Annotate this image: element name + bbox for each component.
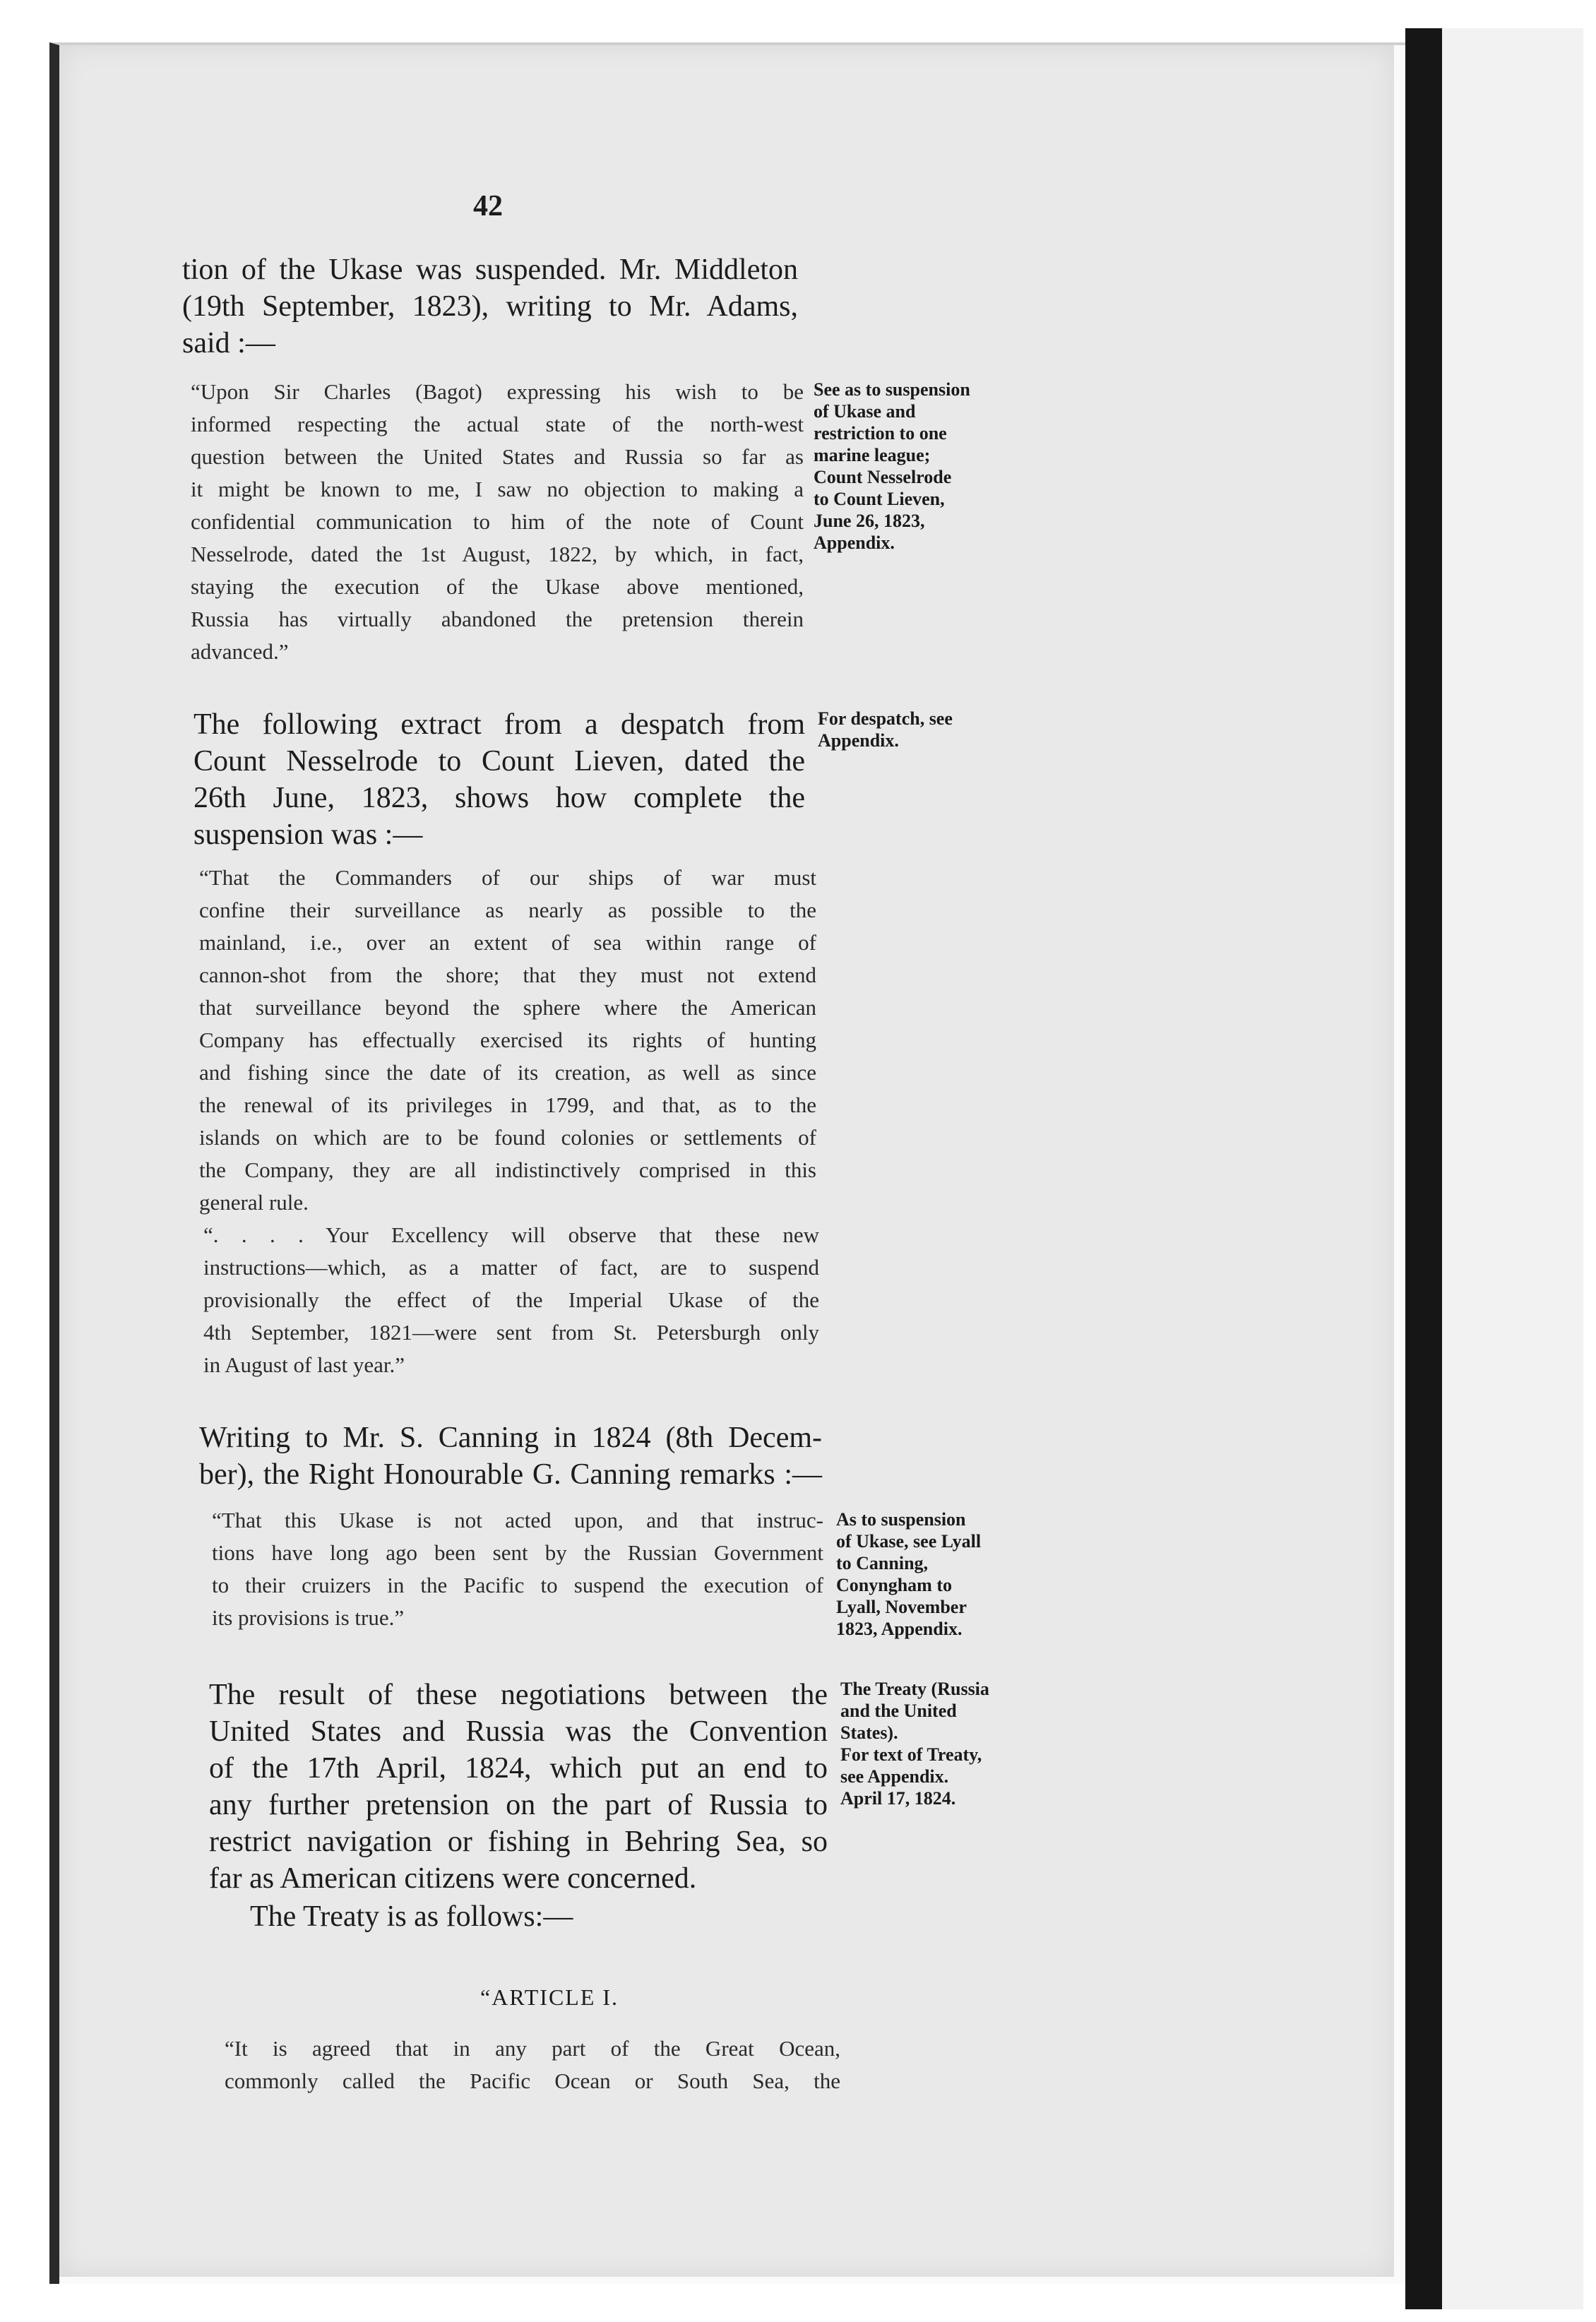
text-line: April 17, 1824. — [840, 1788, 956, 1809]
text-line: Lyall, November — [836, 1597, 967, 1617]
text-line: and fishing since the date of its creation, as well as since — [199, 1060, 816, 1085]
text-line: cannon-shot from the shore; that they must not extend — [199, 963, 816, 987]
text-line: Count Nesselrode to Count Lieven, dated the — [193, 745, 805, 778]
text-line: Writing to Mr. S. Canning in 1824 (8th Decem- — [199, 1422, 822, 1454]
text-line: of Ukase, see Lyall — [836, 1531, 982, 1552]
text-line: that surveillance beyond the sphere where the American — [199, 995, 816, 1020]
margin-note-lyall — [836, 1508, 1034, 1640]
book-spine — [1405, 28, 1442, 2309]
text-line: Appendix. — [814, 532, 895, 553]
text-line: restrict navigation or fishing in Behring Sea, so — [209, 1826, 828, 1858]
margin-note-despatch — [818, 708, 1016, 751]
paragraph-convention — [209, 1677, 828, 1897]
text-line: to Count Lieven, — [814, 489, 945, 509]
text-line: restriction to one — [814, 423, 947, 443]
text-line: Company has effectually exercised its rights of hunting — [199, 1028, 816, 1052]
text-line: general rule. — [199, 1190, 309, 1215]
paragraph-middleton — [182, 251, 798, 362]
text-line: Russia has virtually abandoned the pretension therein — [191, 607, 804, 631]
text-line: instructions—which, as a matter of fact, are to suspend — [203, 1255, 819, 1280]
paragraph-canning — [199, 1419, 822, 1493]
facing-page-edge — [1442, 28, 1583, 2309]
text-line: The Treaty (Russia — [840, 1679, 989, 1699]
text-line: Count Nesselrode — [814, 467, 952, 487]
text-line: the Company, they are all indistinctively comprised in this — [199, 1157, 816, 1182]
text-line: “That the Commanders of our ships of war must — [199, 865, 816, 890]
text-line: of Ukase and — [814, 401, 916, 422]
text-line: “It is agreed that in any part of the Great Ocean, — [225, 2036, 840, 2061]
text-line: confidential communication to him of the note of Count — [191, 509, 804, 534]
text-line: mainland, i.e., over an extent of sea within range of — [199, 930, 816, 955]
text-line: tion of the Ukase was suspended. Mr. Middleton — [182, 254, 798, 286]
text-line: far as American citizens were concerned. — [209, 1862, 697, 1895]
text-line: ber), the Right Honourable G. Canning remarks :— — [199, 1458, 822, 1491]
text-line: said :— — [182, 327, 275, 359]
text-line: Appendix. — [818, 730, 899, 751]
text-line: States). — [840, 1722, 898, 1743]
page-number: 42 — [473, 190, 503, 222]
text-line: suspension was :— — [193, 818, 423, 851]
text-line: confine their surveillance as nearly as possible to the — [199, 898, 816, 922]
quote-excellency — [203, 1219, 819, 1381]
text-line: of the 17th April, 1824, which put an end to — [209, 1752, 828, 1785]
quote-canning — [212, 1504, 823, 1634]
paragraph-nesselrode-despatch — [193, 706, 805, 853]
text-line: in August of last year.” — [203, 1352, 405, 1377]
text-line: provisionally the effect of the Imperial Ukase of the — [203, 1287, 819, 1312]
text-line: “That this Ukase is not acted upon, and that instruc- — [212, 1508, 823, 1532]
text-line: advanced.” — [191, 639, 289, 664]
text-line: As to suspension — [836, 1509, 966, 1530]
paragraph-treaty-intro — [250, 1898, 744, 1935]
text-line: “. . . . Your Excellency will observe that these new — [203, 1222, 819, 1247]
text-line: staying the execution of the Ukase above mentioned, — [191, 574, 804, 599]
text-line: “Upon Sir Charles (Bagot) expressing his wish to be — [191, 379, 804, 404]
text-line: 1823, Appendix. — [836, 1619, 963, 1639]
text-line: Conyngham to — [836, 1575, 952, 1595]
text-line: commonly called the Pacific Ocean or South Sea, the — [225, 2068, 840, 2093]
text-line: June 26, 1823, — [814, 511, 925, 531]
text-line: the renewal of its privileges in 1799, and that, as to the — [199, 1092, 816, 1117]
quote-middleton-letter — [191, 376, 804, 668]
text-line: to Canning, — [836, 1553, 929, 1573]
text-line: to their cruizers in the Pacific to suspend the execution of — [212, 1573, 823, 1597]
text-line: The Treaty is as follows:— — [250, 1900, 573, 1933]
text-line: islands on which are to be found colonies or settlements of — [199, 1125, 816, 1150]
quote-nesselrode-despatch — [199, 862, 816, 1219]
text-line: See as to suspension — [814, 379, 970, 400]
article-heading: “ARTICLE I. — [480, 1984, 619, 2010]
text-line: The result of these negotiations between the — [209, 1679, 828, 1711]
text-line: any further pretension on the part of Russia to — [209, 1789, 828, 1821]
text-line: tions have long ago been sent by the Russian Government — [212, 1540, 823, 1565]
text-line: and the United — [840, 1701, 957, 1721]
quote-article-one — [225, 2032, 840, 2097]
text-line: For text of Treaty, — [840, 1744, 982, 1765]
text-line: question between the United States and Russia so far as — [191, 444, 804, 469]
text-line: 26th June, 1823, shows how complete the — [193, 782, 805, 814]
text-line: 4th September, 1821—were sent from St. Petersburgh only — [203, 1320, 819, 1345]
text-line: For despatch, see — [818, 708, 953, 729]
margin-note-treaty — [840, 1678, 1038, 1809]
text-line: United States and Russia was the Convention — [209, 1715, 828, 1748]
text-line: it might be known to me, I saw no objection to making a — [191, 477, 804, 501]
text-line: informed respecting the actual state of the north-west — [191, 412, 804, 436]
text-line: Nesselrode, dated the 1st August, 1822, by which, in fact, — [191, 542, 804, 566]
text-line: its provisions is true.” — [212, 1605, 405, 1630]
text-line: marine league; — [814, 445, 931, 465]
text-line: see Appendix. — [840, 1766, 949, 1787]
margin-note-suspension — [814, 379, 1011, 554]
text-line: The following extract from a despatch from — [193, 708, 805, 741]
text-line: (19th September, 1823), writing to Mr. Adams, — [182, 290, 798, 323]
